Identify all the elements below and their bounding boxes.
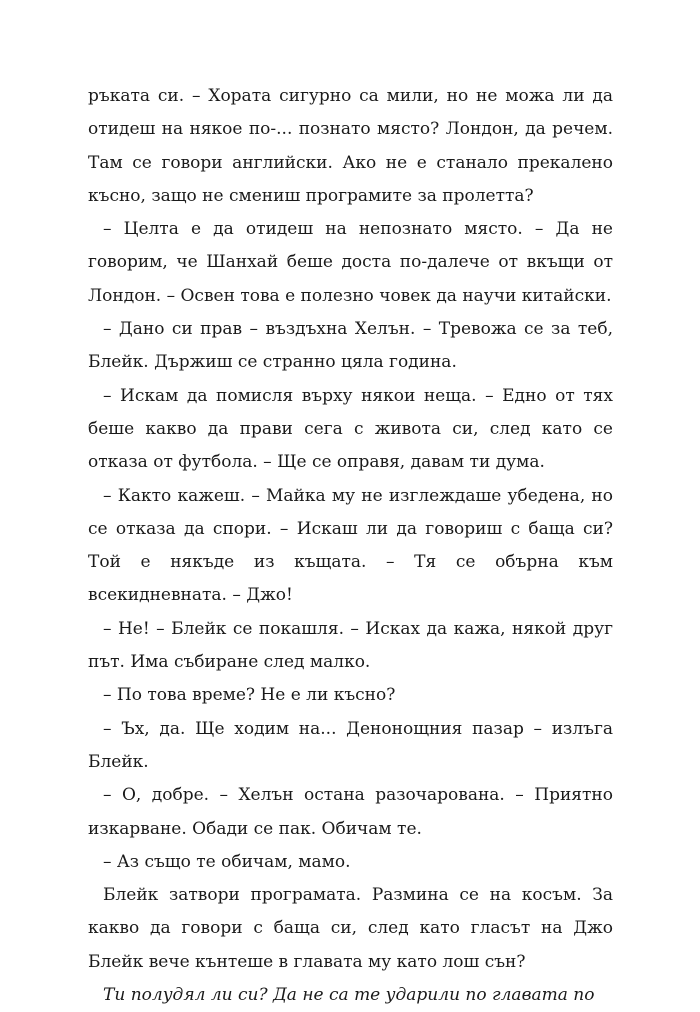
paragraph: – Както кажеш. – Майка му не изглеждаше убедена, но се отказа да спори. – Искаш ли да говориш с баща си? Той е някъде из къщата. – Тя се обърна към всекидневната. – Джо! [88,485,613,606]
paragraph: – Не! – Блейк се покашля. – Исках да кажа, някой друг път. Има събиране след малко. [88,618,613,673]
paragraph: – О, добре. – Хелън остана разочарована. – Приятно изкарване. Обади се пак. Обичам те. [88,785,613,839]
paragraph: – Искам да помисля върху някои неща. – Едно от тях беше какво да прави сега с живота си, след като се отказа от футбола. – Ще се оправя, давам ти дума. [88,385,613,473]
paragraph: – Целта е да отидеш на непознато място. – Да не говорим, че Шанхай беше доста по-далече от вкъщи от Лондон. – Освен това е полезно човек да научи китайски. [88,219,613,306]
paragraph: Блейк затвори програмата. Размина се на косъм. За какво да говори с баща си, след като гласът на Джо Блейк вече кънтеше в главата му като лош сън? [88,885,613,972]
paragraph: – Ъх, да. Ще ходим на... Денонощния пазар – излъга Блейк. [88,718,613,772]
paragraph: – Дано си прав – въздъхна Хелън. – Тревожа се за теб, Блейк. Държиш се странно цяла година. [88,319,613,373]
paragraph: – Аз също те обичам, мамо. [103,851,351,872]
paragraph: – По това време? Не е ли късно? [103,685,396,706]
paragraph-italic: Ти полудял ли си? Да не са те ударили по главата по [103,985,595,1006]
body-text [88,80,613,1012]
paragraph: ръката си. – Хората сигурно са мили, но не можа ли да отидеш на някое по-... познато място? Лондон, да речем. Там се говори английски. Ако не е станало прекалено късно, защо не смениш програмите за пролетта? [88,86,613,206]
